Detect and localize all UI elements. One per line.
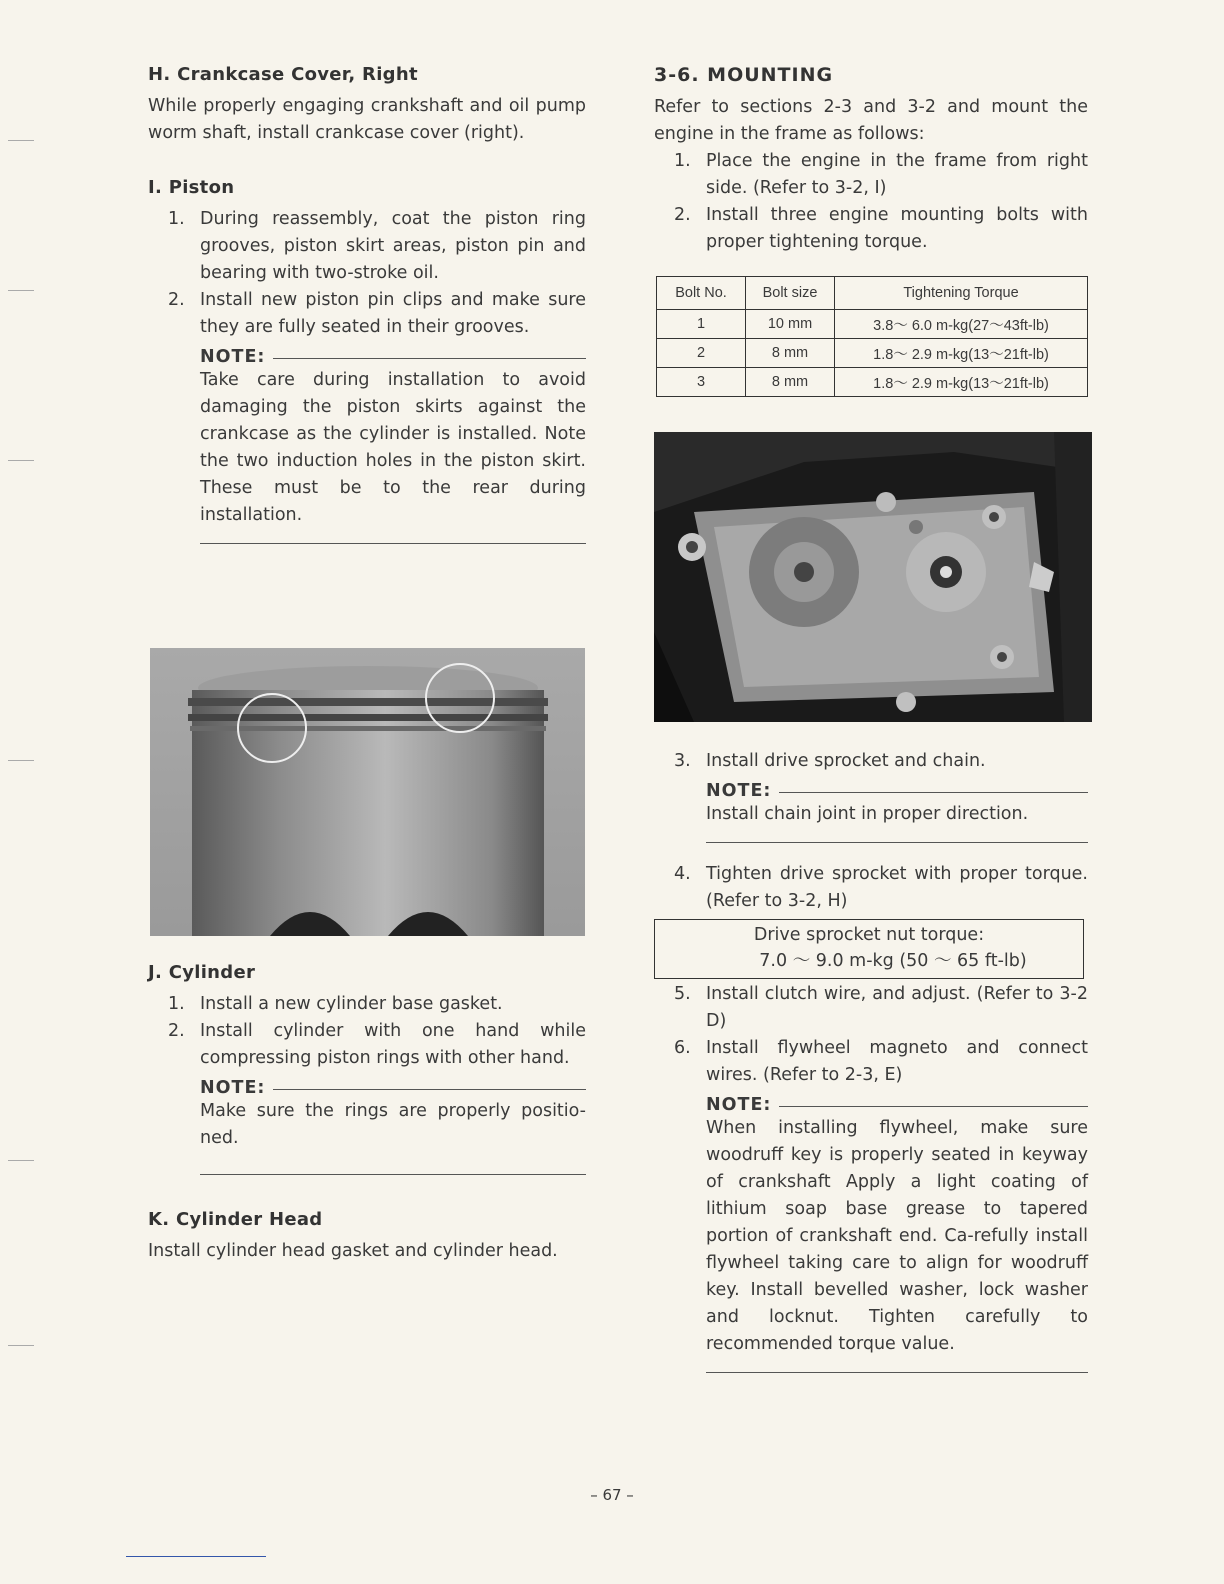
note-end-rule	[200, 543, 586, 544]
step-number: 2.	[168, 290, 185, 310]
engine-photo	[654, 432, 1092, 722]
note-header	[706, 1095, 1088, 1115]
left-column	[148, 64, 586, 544]
note-end-rule	[706, 1372, 1088, 1373]
step-number: 3.	[674, 751, 691, 771]
note-text: Make sure the rings are properly positio-ned.	[200, 1101, 586, 1148]
note-header	[706, 781, 1088, 801]
table-cell: 3.8～ 6.0 m-kg(27～43ft-lb)	[835, 310, 1088, 339]
step-number: 1.	[168, 994, 185, 1014]
cylinder-head-section	[148, 1209, 586, 1265]
table-row	[657, 310, 1088, 339]
crankcase-cover-section	[148, 64, 586, 147]
step-number: 1.	[168, 209, 185, 229]
torque-spec-box	[654, 919, 1084, 979]
list-item	[654, 748, 1088, 775]
table-cell: 3	[657, 368, 746, 397]
note-end-rule	[706, 842, 1088, 843]
step-number: 6.	[674, 1038, 691, 1058]
piston-note	[200, 347, 586, 544]
note-rule	[273, 358, 586, 359]
margin-mark	[8, 140, 34, 141]
table-cell: 2	[657, 339, 746, 368]
sprocket-steps	[654, 748, 1088, 775]
note-text: Take care during installation to avoid damaging the piston skirts against the crankcase as the cylinder is installed. Note the two induction holes in the piston skirt. These must be to the rear during installation.	[200, 370, 586, 525]
margin-mark	[8, 460, 34, 461]
footer-rule	[126, 1556, 266, 1557]
step-text: Install flywheel magneto and connect wires. (Refer to 2-3, E)	[706, 1038, 1088, 1085]
tighten-steps	[654, 861, 1088, 915]
step-text: Tighten drive sprocket with proper torque. (Refer to 3-2, H)	[706, 864, 1088, 911]
list-item	[148, 287, 586, 341]
table-row	[657, 339, 1088, 368]
page-number: – 67 –	[590, 1486, 634, 1504]
table-header: Tightening Torque	[835, 277, 1088, 310]
note-text: Install chain joint in proper direction.	[706, 804, 1029, 824]
note-end-rule	[200, 1174, 586, 1175]
margin-mark	[8, 1345, 34, 1346]
step-number: 2.	[674, 205, 691, 225]
step-text: Install a new cylinder base gasket.	[200, 994, 503, 1014]
note-label: NOTE:	[200, 347, 266, 367]
table-cell: 1.8～ 2.9 m-kg(13～21ft-lb)	[835, 368, 1088, 397]
piston-photo	[150, 648, 585, 936]
cylinder-head-heading: K. Cylinder Head	[148, 1209, 323, 1230]
list-item	[654, 981, 1088, 1035]
step-number: 2.	[168, 1021, 185, 1041]
note-rule	[273, 1089, 586, 1090]
margin-mark	[8, 290, 34, 291]
piston-section	[148, 177, 586, 544]
piston-steps	[148, 206, 586, 341]
cylinder-heading: J. Cylinder	[148, 962, 256, 983]
mounting-intro: Refer to sections 2-3 and 3-2 and mount the engine in the frame as follows:	[654, 97, 1088, 144]
list-item	[148, 991, 586, 1018]
table-header: Bolt size	[746, 277, 835, 310]
spec-value: 7.0 ～ 9.0 m-kg (50 ～ 65 ft-lb)	[759, 951, 1027, 971]
note-rule	[779, 792, 1088, 793]
note-label: NOTE:	[706, 1095, 772, 1115]
table-header: Bolt No.	[657, 277, 746, 310]
list-item	[148, 206, 586, 287]
table-cell: 8 mm	[746, 368, 835, 397]
list-item	[654, 1035, 1088, 1089]
cylinder-note	[200, 1078, 586, 1175]
torque-table	[656, 276, 1088, 397]
mounting-heading: 3-6. MOUNTING	[654, 64, 834, 86]
cylinder-steps	[148, 991, 586, 1072]
step-text: Install new piston pin clips and make sure they are fully seated in their grooves.	[200, 290, 586, 337]
crankcase-cover-text: While properly engaging crankshaft and oil pump worm shaft, install crankcase cover (right).	[148, 96, 586, 143]
step-text: Install three engine mounting bolts with proper tightening torque.	[706, 205, 1088, 252]
margin-mark	[8, 760, 34, 761]
step-text: Install cylinder with one hand while compressing piston rings with other hand.	[200, 1021, 586, 1068]
step-number: 1.	[674, 151, 691, 171]
piston-heading: I. Piston	[148, 177, 235, 198]
table-row	[657, 368, 1088, 397]
cylinder-head-text: Install cylinder head gasket and cylinder head.	[148, 1241, 558, 1261]
table-cell: 10 mm	[746, 310, 835, 339]
piston-image	[150, 648, 585, 936]
table-header-row	[657, 277, 1088, 310]
table-cell: 8 mm	[746, 339, 835, 368]
flywheel-note	[706, 1095, 1088, 1373]
step-text: Install drive sprocket and chain.	[706, 751, 986, 771]
list-item	[654, 148, 1088, 202]
table-cell: 1	[657, 310, 746, 339]
margin-mark	[8, 1160, 34, 1161]
step-text: During reassembly, coat the piston ring grooves, piston skirt areas, piston pin and bearing with two-stroke oil.	[200, 209, 586, 283]
right-column-lower	[654, 748, 1088, 1373]
crankcase-cover-heading: H. Crankcase Cover, Right	[148, 64, 418, 85]
engine-image	[654, 432, 1092, 722]
right-column	[654, 64, 1088, 397]
chain-note	[706, 781, 1088, 843]
left-column-lower	[148, 962, 586, 1265]
note-header	[200, 347, 586, 367]
list-item	[654, 861, 1088, 915]
cylinder-section	[148, 962, 586, 1175]
step-text: Install clutch wire, and adjust. (Refer to 3-2 D)	[706, 984, 1088, 1031]
spec-line: Drive sprocket nut torque:	[753, 925, 985, 945]
note-label: NOTE:	[706, 781, 772, 801]
note-rule	[779, 1106, 1088, 1107]
list-item	[654, 202, 1088, 256]
note-header	[200, 1078, 586, 1098]
step-text: Place the engine in the frame from right side. (Refer to 3-2, I)	[706, 151, 1088, 198]
final-steps	[654, 981, 1088, 1089]
note-label: NOTE:	[200, 1078, 266, 1098]
table-cell: 1.8～ 2.9 m-kg(13～21ft-lb)	[835, 339, 1088, 368]
step-number: 4.	[674, 864, 691, 884]
mounting-steps	[654, 148, 1088, 256]
list-item	[148, 1018, 586, 1072]
step-number: 5.	[674, 984, 691, 1004]
note-text: When installing flywheel, make sure woodruff key is properly seated in keyway of crankshaft Apply a light coating of lithium soap base grease to tapered portion of crankshaft end. Ca-refully install flywheel taking care to align for woodruff key. Install bevelled washer, lock washer and locknut. Tighten carefully to recommended torque value.	[706, 1118, 1088, 1354]
